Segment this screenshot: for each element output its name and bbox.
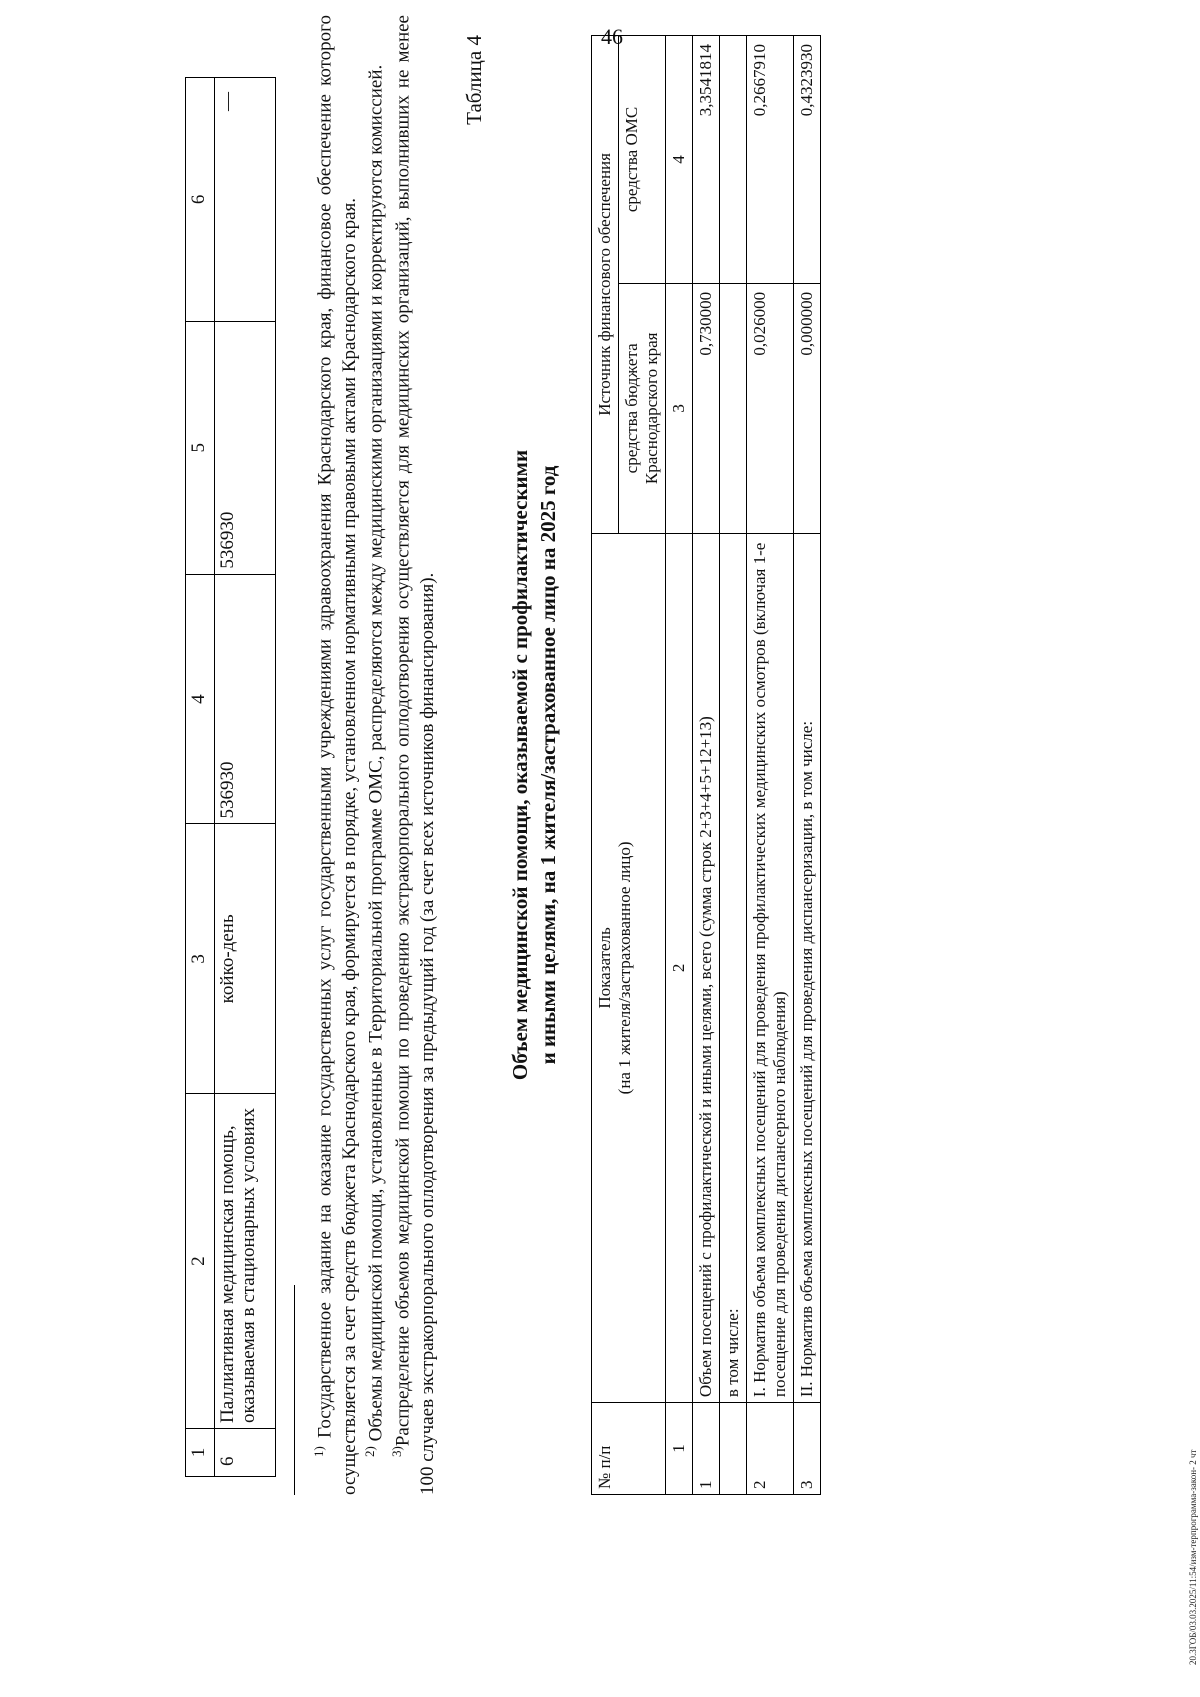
header-budget: средства бюджета Краснодарского края — [618, 283, 665, 533]
row-number — [720, 1403, 747, 1495]
table-row — [215, 78, 276, 1477]
footnote-text: Объемы медицинской помощи, установленные в Территориальной программе ОМС, распределяются между медицинскими организациями и корректируются комиссией. — [365, 64, 387, 1447]
header-num: № п/п — [591, 1403, 665, 1495]
header-indicator — [591, 533, 665, 1402]
row-number: 6 — [215, 1429, 276, 1477]
row-text: I. Норматив объема комплексных посещений для проведения профилактических медицинских осмотров (включая 1-е посещение для проведения диспансерного наблюдения) — [747, 533, 794, 1402]
footnote-separator — [294, 1285, 295, 1495]
row-text: Объем посещений с профилактической и иными целями, всего (сумма строк 2+3+4+5+12+13) — [693, 533, 720, 1402]
row-name-line: Паллиативная медицинская помощь, — [217, 1125, 238, 1424]
row-oms: 0,2667910 — [747, 36, 794, 284]
column-numbers-row — [666, 36, 693, 1495]
table-header-row — [186, 78, 215, 1477]
row-number: 1 — [693, 1403, 720, 1495]
footnote-text: Государственное задание на оказание государственных услуг государственными учреждениями здравоохранения Краснодарского края, финансовое обеспечение которого осуществляется за счет средств бюджета Краснодарского края, формируется в порядке, установленном нормативными правовыми актами Краснодарского края. — [314, 15, 360, 1495]
column-number: 2 — [666, 533, 693, 1402]
header-oms: средства ОМС — [618, 36, 665, 284]
footnote-mark: 2) — [362, 1446, 378, 1457]
row-budget — [720, 283, 747, 533]
row-text: II. Норматив объема комплексных посещений для проведения диспансеризации, в том числе: — [794, 533, 821, 1402]
row-unit: койко-день — [215, 824, 276, 1094]
header-indicator-title: Показатель — [594, 927, 614, 1009]
row-budget: 0,730000 — [693, 283, 720, 533]
footnote — [362, 15, 389, 1495]
column-number: 6 — [186, 78, 215, 322]
column-number: 4 — [666, 36, 693, 284]
row-budget: 0,026000 — [747, 283, 794, 533]
column-number: 3 — [186, 824, 215, 1094]
footnote-text: Распределение объемов медицинской помощи по проведению экстракорпорального оплодотворения осуществляется для медицинских организаций, выполнивших не менее 100 случаев экстракорпорального оплодотворения за предыдущий год (за счет всех источников финансирования). — [392, 15, 438, 1495]
column-number: 5 — [186, 321, 215, 574]
row-value: 536930 — [215, 321, 276, 574]
footnote-mark: 1) — [311, 1446, 326, 1457]
row-name-line: оказываемая в стационарных условиях — [238, 1107, 260, 1424]
header-indicator-sub: (на 1 жителя/застрахованное лицо) — [614, 841, 634, 1095]
table-title — [507, 35, 562, 1495]
column-number: 1 — [666, 1403, 693, 1495]
footer-filename: 20.3ГОБ/03.03.2025/11:54/изм-терпрограмма-закон- 2 чт — [1188, 1449, 1198, 1665]
row-value: 536930 — [215, 574, 276, 824]
row-oms: 3,3541814 — [693, 36, 720, 284]
page-number: 46 — [601, 24, 623, 49]
rotated-page-content — [185, 15, 821, 1495]
table-label: Таблица 4 — [462, 35, 487, 125]
continued-table — [185, 77, 276, 1477]
table-row — [720, 36, 747, 1495]
table-4 — [591, 35, 821, 1495]
row-name — [215, 1094, 276, 1429]
table-row — [794, 36, 821, 1495]
row-dash: — — [215, 78, 276, 322]
title-line: и иными целями, на 1 жителя/застрахованное лицо на 2025 год — [536, 465, 561, 1065]
footnotes — [294, 15, 440, 1495]
row-number: 2 — [747, 1403, 794, 1495]
column-number: 3 — [666, 283, 693, 533]
table-row — [693, 36, 720, 1495]
footnote — [389, 15, 440, 1495]
header-source: Источник финансового обеспечения — [591, 36, 618, 534]
row-oms: 0,4323930 — [794, 36, 821, 284]
footnote-mark: 3) — [389, 1446, 405, 1457]
table-row — [747, 36, 794, 1495]
column-number: 2 — [186, 1094, 215, 1429]
title-line: Объем медицинской помощи, оказываемой с профилактическими — [508, 449, 533, 1081]
row-budget: 0,000000 — [794, 283, 821, 533]
footnote — [311, 15, 362, 1495]
row-number: 3 — [794, 1403, 821, 1495]
row-oms — [720, 36, 747, 284]
column-number: 1 — [186, 1429, 215, 1477]
column-number: 4 — [186, 574, 215, 824]
row-text: в том числе: — [720, 533, 747, 1402]
